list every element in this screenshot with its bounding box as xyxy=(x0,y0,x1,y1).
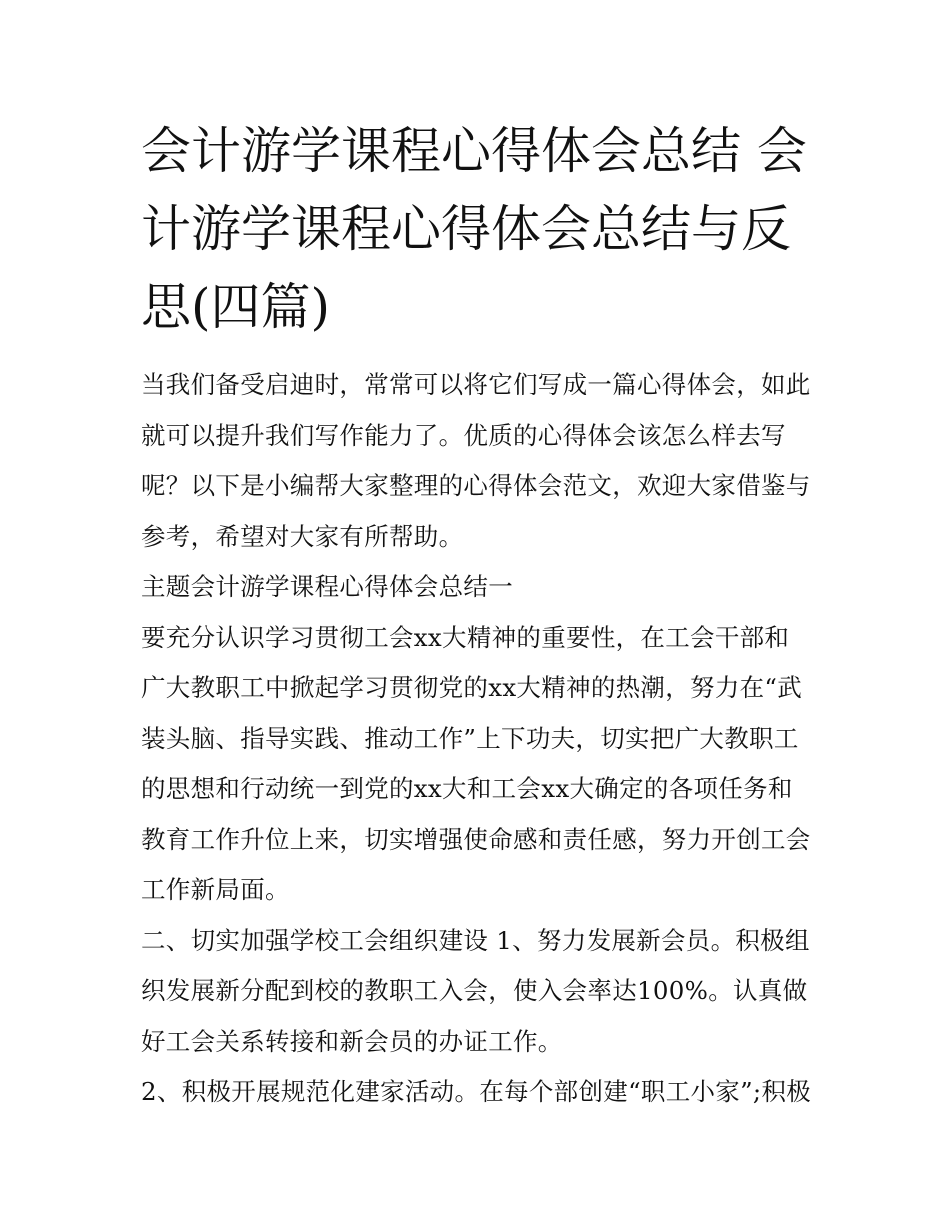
intro-paragraph: 当我们备受启迪时，常常可以将它们写成一篇心得体会，如此就可以提升我们写作能力了。优质的心得体会该怎么样去写呢？以下是小编帮大家整理的心得体会范文，欢迎大家借鉴与参考，希望对大家有所帮助。 xyxy=(141,370,811,551)
body-paragraph: 二、切实加强学校工会组织建设 1、努力发展新会员。积极组织发展新分配到校的教职工入会，使入会率达100%。认真做好工会关系转接和新会员的办证工作。 xyxy=(141,925,810,1056)
body-paragraph: 2、积极开展规范化建家活动。在每个部创建“职工小家”;积极 xyxy=(141,1077,812,1106)
document-page xyxy=(141,112,813,1118)
document-title: 会计游学课程心得体会总结 会计游学课程心得体会总结与反思(四篇) xyxy=(141,122,807,336)
section-heading: 主题会计游学课程心得体会总结一 xyxy=(141,572,513,601)
body-paragraph: 要充分认识学习贯彻工会xx大精神的重要性，在工会干部和广大教职工中掀起学习贯彻党的xx大精神的热潮，努力在“武装头脑、指导实践、推动工作”上下功夫，切实把广大教职工的思想和行动统一到党的xx大和工会xx大确定的各项任务和教育工作升位上来，切实增强使命感和责任感，努力开创工会工作新局面。 xyxy=(141,622,811,904)
